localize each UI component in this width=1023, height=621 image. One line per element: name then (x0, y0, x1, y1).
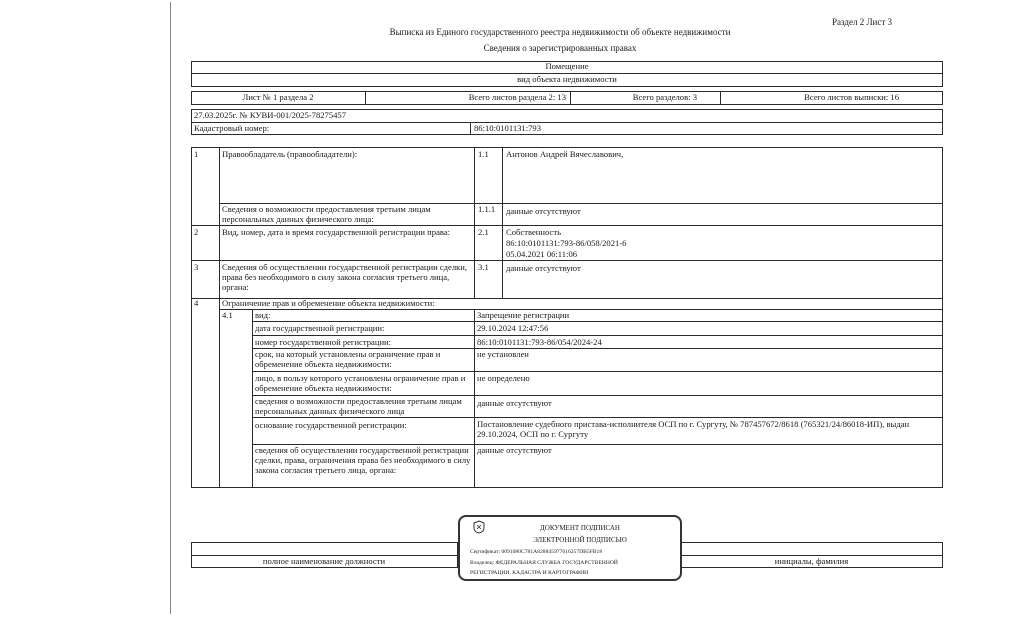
row-4-1-number: 4.1 (222, 310, 233, 320)
row-1b-value: данные отсутствуют (506, 206, 581, 216)
row-1-sub: 1.1 (478, 149, 489, 159)
signature-line-2: ЭЛЕКТРОННОЙ ПОДПИСЬЮ (533, 536, 627, 544)
restriction-value: не установлен (477, 349, 529, 359)
row-2-value-type: Собственность (506, 227, 561, 237)
object-type-caption: вид объекта недвижимости (517, 74, 617, 84)
row-2-label: Вид, номер, дата и время государственной регистрации права: (222, 227, 451, 237)
restriction-value: 29.10.2024 12:47:56 (477, 323, 549, 333)
document-subtitle: Сведения о зарегистрированных правах (483, 43, 637, 53)
cadastral-label: Кадастровый номер: (194, 123, 270, 133)
row-2-sub: 2.1 (478, 227, 489, 237)
divider (191, 260, 943, 261)
sheets-in-section: Всего листов раздела 2: 13 (468, 92, 566, 102)
divider (252, 417, 943, 418)
scan-edge-line (170, 2, 171, 614)
certificate-label: Сертификат: (470, 549, 501, 555)
restriction-value: данные отсутствуют (477, 445, 552, 455)
restriction-value: 86:10:0101131:793-86/054/2024-24 (477, 337, 602, 347)
divider (474, 147, 475, 298)
restriction-label: вид: (255, 310, 271, 320)
row-1b-sub: 1.1.1 (478, 204, 496, 214)
sheets-total: Всего листов выписки: 16 (804, 92, 899, 102)
emblem-icon (472, 520, 486, 534)
divider (502, 147, 503, 298)
divider (219, 309, 943, 310)
row-2-value-number: 86:10:0101131:793-86/058/2021-6 (506, 238, 627, 248)
row-3-label: Сведения об осуществлении государственной регистрации сделки, права без необходимого в силу закона согласия третьего лица, органа: (222, 262, 468, 292)
row-2-value-date: 05.04.2021 06:11:06 (506, 249, 578, 259)
owner-line (470, 560, 618, 566)
document-title: Выписка из Единого государственного реестра недвижимости об объекте недвижимости (389, 27, 731, 37)
cadastral-value: 86:10:0101131:793 (474, 123, 541, 133)
restriction-label: сведения об осуществлении государственной регистрации сделки, права, ограничения права без необходимого в силу закона согласия третьего лица, органа: (255, 445, 471, 475)
divider (252, 321, 943, 322)
restriction-value: Постановление судебного пристава-исполнителя ОСП по г. Сургуту, № 787457672/8618 (765321/24/86018-ИП), выдан 29.10.2024, ОСП по г. Сургуту (477, 419, 910, 439)
row-2-number: 2 (194, 227, 199, 237)
divider (191, 122, 943, 123)
restriction-label: сведения о возможности предоставления третьим лицам персональных данных физического лица (255, 396, 462, 416)
sheet-number: Лист № 1 раздела 2 (242, 92, 314, 102)
signature-line-1: ДОКУМЕНТ ПОДПИСАН (540, 524, 620, 532)
restriction-label: номер государственной регистрации: (255, 337, 392, 347)
sections-total: Всего разделов: 3 (632, 92, 697, 102)
row-3-number: 3 (194, 262, 199, 272)
row-3-value: данные отсутствуют (506, 263, 581, 273)
restriction-value: не определено (477, 373, 530, 383)
divider (252, 335, 943, 336)
row-1-label: Правообладатель (правообладатели): (222, 149, 358, 159)
owner-value: ФЕДЕРАЛЬНАЯ СЛУЖБА ГОСУДАРСТВЕННОЙ (495, 560, 618, 566)
certificate-value: 0091080C781A828845977616257DB5FB18 (501, 549, 603, 555)
divider (191, 225, 943, 226)
divider (252, 371, 943, 372)
initials-caption: инициалы, фамилия (774, 556, 849, 566)
owner-label: Владелец: (470, 560, 495, 566)
divider (219, 147, 220, 488)
owner-line-2: РЕГИСТРАЦИИ, КАДАСТРА И КАРТОГРАФИИ (470, 570, 589, 576)
row-4-number: 4 (194, 298, 199, 308)
extract-date-number: 27.03.2025г. № КУВИ-001/2025-78275457 (194, 110, 347, 120)
divider (470, 122, 471, 135)
row-1-number: 1 (194, 149, 199, 159)
row-1b-label: Сведения о возможности предоставления третьим лицам персональных данных физического лица: (222, 204, 431, 224)
row-4-label: Ограничение прав и обременение объекта недвижимости: (222, 298, 435, 308)
row-3-sub: 3.1 (478, 262, 489, 272)
row-1-value: Антонов Андрей Вячеславович, (506, 149, 624, 159)
restriction-value: данные отсутствуют (477, 398, 552, 408)
certificate-line (470, 549, 602, 555)
restriction-label: дата государственной регистрации: (255, 323, 385, 333)
position-caption: полное наименование должности (262, 556, 386, 566)
restriction-label: лицо, в пользу которого установлены ограничение прав и обременение объекта недвижимости: (255, 373, 466, 393)
restriction-value: Запрещение регистрации (477, 310, 570, 320)
object-type: Помещение (545, 61, 589, 71)
restriction-label: срок, на который установлены ограничение прав и обременение объекта недвижимости: (255, 349, 441, 369)
section-sheet-label: Раздел 2 Лист 3 (832, 17, 893, 27)
restriction-label: основание государственной регистрации: (255, 420, 407, 430)
